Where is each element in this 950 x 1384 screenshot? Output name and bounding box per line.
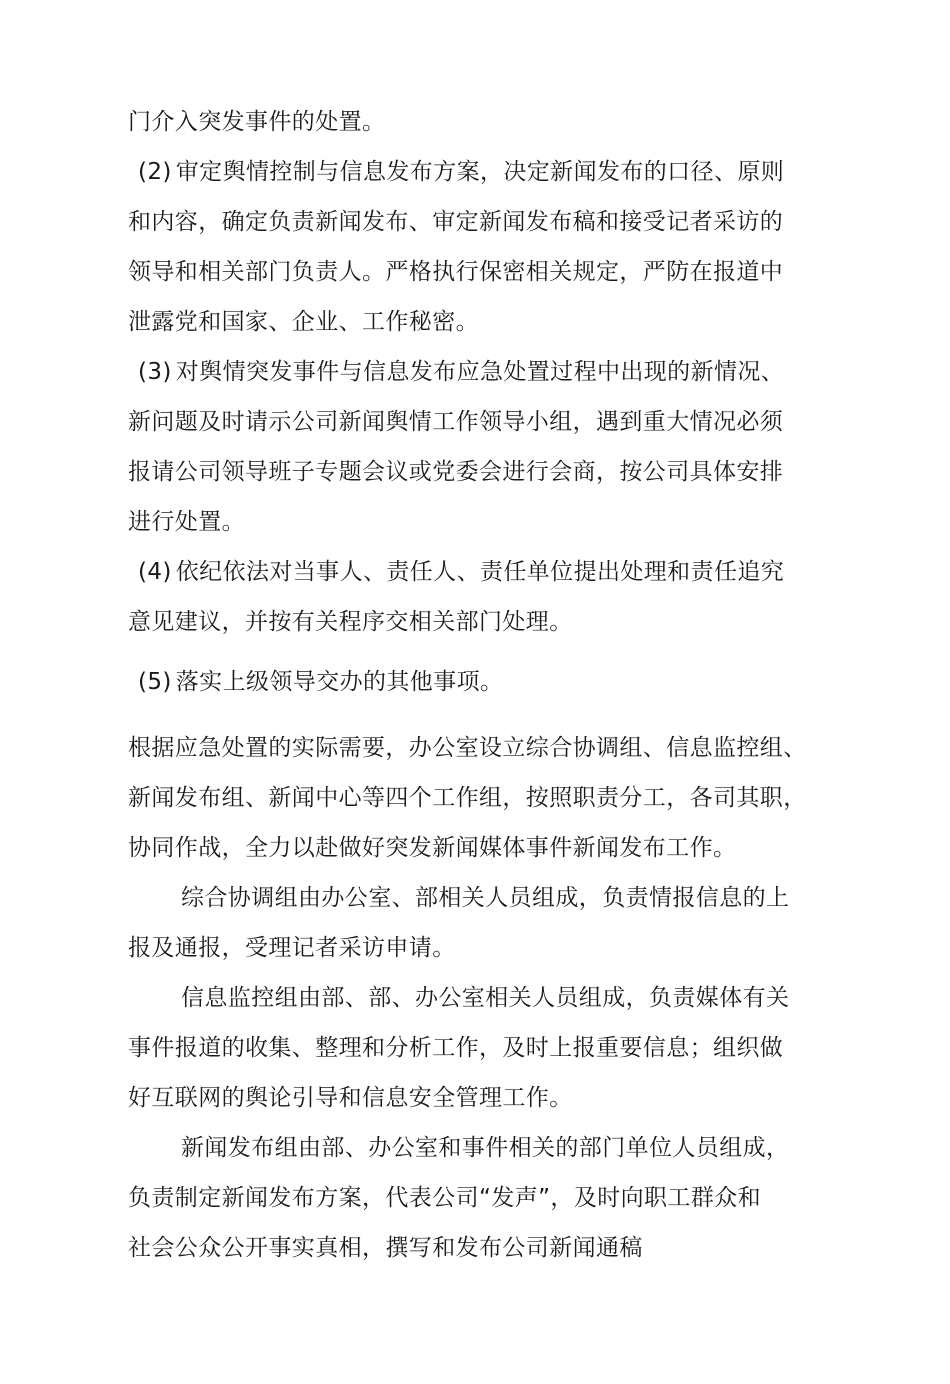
text-line: 意见建议，并按有关程序交相关部门处理。 [128,609,573,635]
text-line: 新闻发布组、新闻中心等四个工作组，按照职责分工，各司其职， [128,785,807,811]
numbered-item-3 [128,357,784,387]
text-line: 新问题及时请示公司新闻舆情工作领导小组，遇到重大情况必须 [128,409,784,435]
text-line: 综合协调组由办公室、部相关人员组成，负责情报信息的上 [181,885,790,911]
text-line: 根据应急处置的实际需要，办公室设立综合协调组、信息监控组、 [128,735,807,761]
text-line: 好互联网的舆论引导和信息安全管理工作。 [128,1085,573,1111]
text-line: 社会公众公开事实真相，撰写和发布公司新闻通稿 [128,1235,643,1261]
item-number: (5) [138,669,172,695]
text-line: 报请公司领导班子专题会议或党委会进行会商，按公司具体安排 [128,459,784,485]
text-line: 依纪依法对当事人、责任人、责任单位提出处理和责任追究 [175,559,785,585]
text-line: 协同作战，全力以赴做好突发新闻媒体事件新闻发布工作。 [128,835,737,861]
text-line: 审定舆情控制与信息发布方案，决定新闻发布的口径、原则 [175,159,785,185]
text-line: 落实上级领导交办的其他事项。 [175,669,504,695]
item-number: (4) [138,559,172,585]
item-number: (3) [138,359,172,385]
text-line: 和内容，确定负责新闻发布、审定新闻发布稿和接受记者采访的 [128,209,784,235]
text-line: 领导和相关部门负责人。严格执行保密相关规定，严防在报道中 [128,259,784,285]
text-line: 对舆情突发事件与信息发布应急处置过程中出现的新情况、 [175,359,785,385]
numbered-item-4 [128,557,784,587]
numbered-item-5 [128,667,503,697]
text-line: 事件报道的收集、整理和分析工作，及时上报重要信息；组织做 [128,1035,784,1061]
text-line: 新闻发布组由部、办公室和事件相关的部门单位人员组成， [181,1135,790,1161]
text-line: 报及通报，受理记者采访申请。 [128,935,456,961]
text-line: 负责制定新闻发布方案，代表公司“发声”，及时向职工群众和 [128,1185,762,1211]
text-line: 门介入突发事件的处置。 [128,109,386,135]
text-line: 进行处置。 [128,509,245,535]
item-number: (2) [138,159,172,185]
text-line: 信息监控组由部、部、办公室相关人员组成，负责媒体有关 [181,985,790,1011]
numbered-item-2 [128,157,784,187]
text-line: 泄露党和国家、企业、工作秘密。 [128,309,479,335]
